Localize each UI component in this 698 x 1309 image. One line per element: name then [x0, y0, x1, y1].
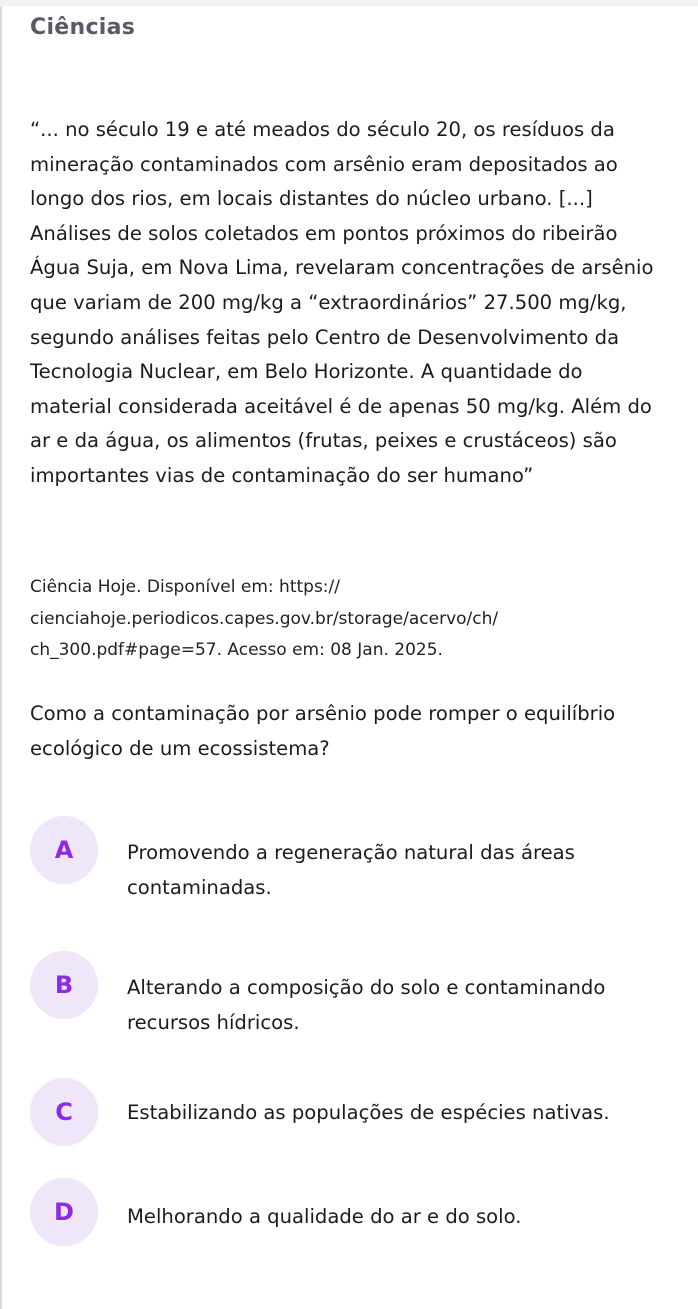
option-text[interactable]: Alterando a composição do solo e contaminando recursos hídricos. [127, 976, 606, 1034]
option-letter-badge[interactable]: B [30, 951, 98, 1019]
option-b[interactable] [30, 951, 670, 1034]
top-strip [0, 0, 698, 6]
option-d[interactable] [30, 1178, 670, 1258]
source-citation: Ciência Hoje. Disponível em: https:// cienciahoje.periodicos.capes.gov.br/storage/acervo/ch/ ch_300.pdf#page=57. Acesso em: 08 Jan. 2025. [30, 577, 499, 660]
option-text[interactable]: Estabilizando as populações de espécies nativas. [127, 1101, 610, 1124]
option-c[interactable] [30, 1078, 670, 1158]
option-letter-badge[interactable]: C [30, 1078, 98, 1146]
question-text: Como a contaminação por arsênio pode romper o equilíbrio ecológico de um ecossistema? [30, 702, 616, 760]
option-a[interactable] [30, 816, 670, 899]
option-text[interactable]: Melhorando a qualidade do ar e do solo. [127, 1205, 522, 1228]
passage-text: “... no século 19 e até meados do século 20, os resíduos da mineração contaminados com arsênio eram depositados ao longo dos rios, em locais distantes do núcleo urbano. [...] Análises de solos coletados em pontos próximos do ribeirão Água Suja, em Nova Lima, revelaram concentrações de arsênio que variam de 200 mg/kg a “extraordinários” 27.500 mg/kg, segundo análises feitas pelo Centro de Desenvolvimento da Tecnologia Nuclear, em Belo Horizonte. A quantidade do material considerada aceitável é de apenas 50 mg/kg. Além do ar e da água, os alimentos (frutas, peixes e crustáceos) são importantes vias de contaminação do ser humano” [30, 118, 654, 487]
left-border [0, 6, 2, 1309]
option-text[interactable]: Promovendo a regeneração natural das áreas contaminadas. [127, 841, 575, 899]
option-letter-badge[interactable]: A [30, 816, 98, 884]
subject-title: Ciências [30, 15, 136, 40]
option-letter-badge[interactable]: D [30, 1178, 98, 1246]
